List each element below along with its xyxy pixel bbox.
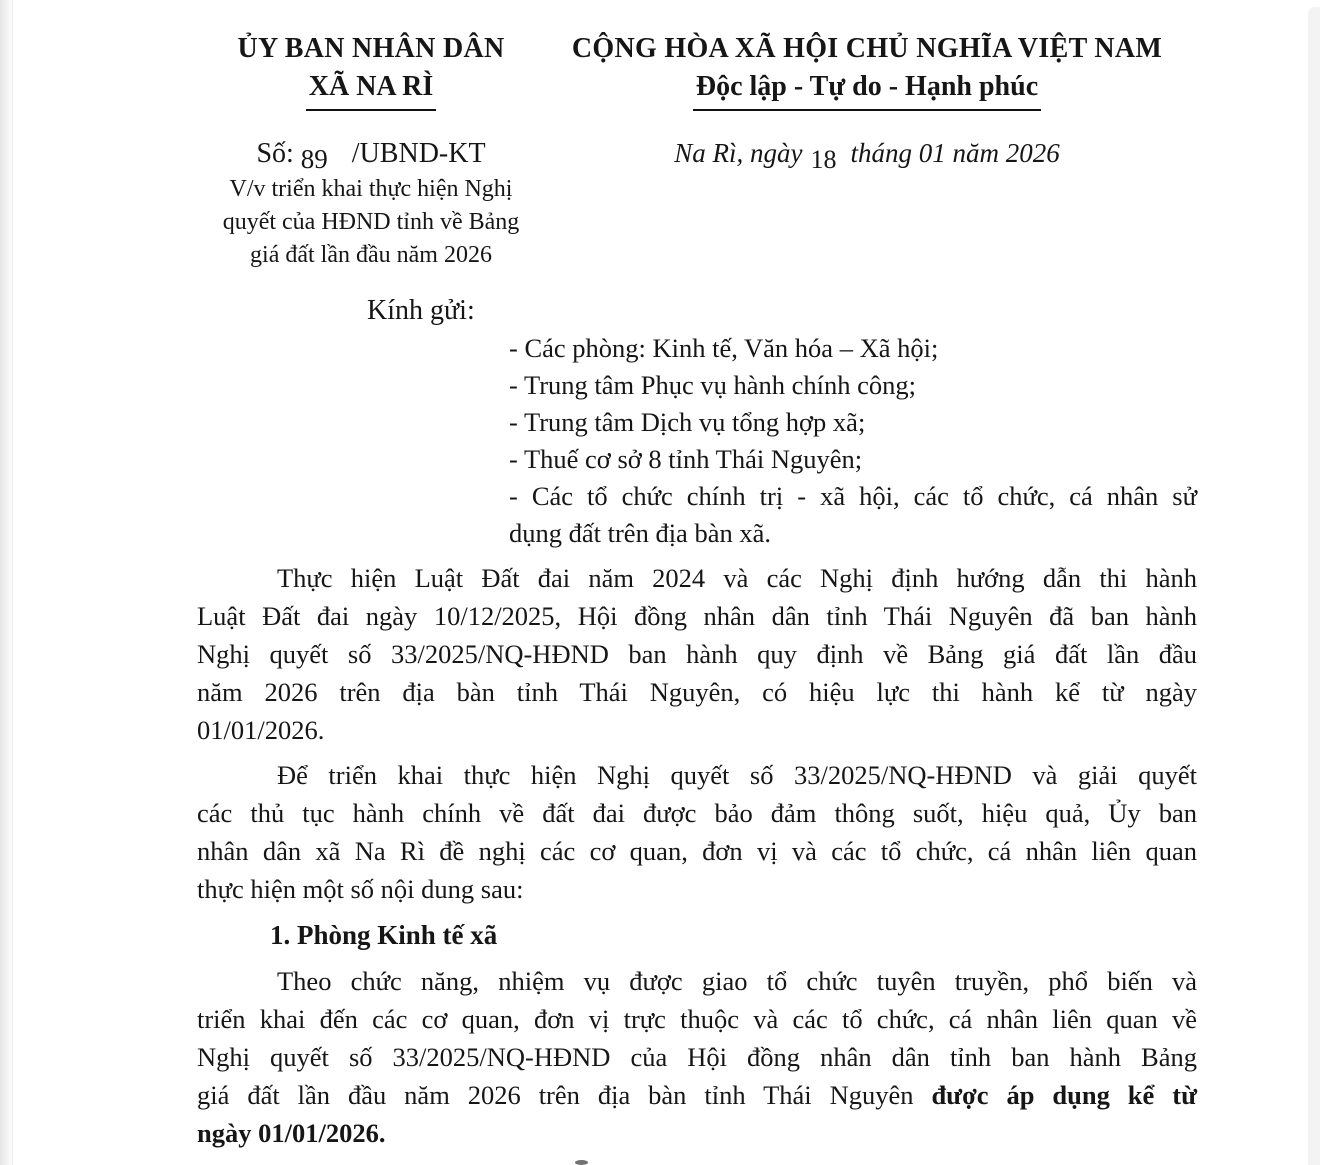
date-day: 18	[810, 145, 837, 174]
next-line-cutoff-mark	[575, 1160, 588, 1165]
paragraph-line: Để triển khai thực hiện Nghị quyết số 33/2025/NQ-HĐND và giải quyết	[277, 760, 1197, 790]
national-header-block	[567, 30, 1167, 172]
paragraph-3	[197, 962, 1197, 1152]
subject-line: quyết của HĐND tỉnh về Bảng	[222, 209, 520, 235]
issuing-authority-block	[197, 30, 545, 272]
document-body	[197, 292, 1197, 1152]
national-motto-line1: CỘNG HÒA XÃ HỘI CHỦ NGHĨA VIỆT NAM	[571, 33, 1163, 64]
authority-unit: XÃ NA RÌ	[306, 68, 436, 111]
recipient-item: - Trung tâm Phục vụ hành chính công;	[509, 370, 917, 400]
recipient-item	[509, 478, 1197, 552]
document-number-line	[197, 135, 545, 172]
document-number-suffix: /UBND-KT	[351, 138, 486, 169]
paragraph-line: Nghị quyết số 33/2025/NQ-HĐND của Hội đồng nhân dân tỉnh ban hành Bảng	[197, 1042, 1197, 1072]
document-number-value: 89	[300, 144, 328, 174]
national-motto-wrap	[567, 68, 1167, 111]
recipient-item: - Các phòng: Kinh tế, Văn hóa – Xã hội;	[509, 333, 939, 363]
section-1-heading: 1. Phòng Kinh tế xã	[270, 920, 498, 950]
recipient-item: - Thuế cơ sở 8 tỉnh Thái Nguyên;	[509, 444, 863, 474]
paragraph-line: ngày 01/01/2026.	[197, 1118, 386, 1148]
national-motto-line2: Độc lập - Tự do - Hạnh phúc	[693, 68, 1041, 111]
document-subject	[197, 173, 545, 272]
place-date-line	[567, 135, 1167, 172]
document-header	[0, 0, 1320, 272]
date-suffix: tháng 01 năm 2026	[850, 138, 1060, 168]
date-prefix: Na Rì, ngày	[674, 138, 803, 168]
subject-line: giá đất lần đầu năm 2026	[250, 242, 492, 268]
paragraph-line: năm 2026 trên địa bàn tỉnh Thái Nguyên, có hiệu lực thi hành kể từ ngày	[197, 677, 1197, 707]
paragraph-line: 01/01/2026.	[197, 715, 325, 745]
paragraph-line: triển khai đến các cơ quan, đơn vị trực thuộc và các tổ chức, cá nhân liên quan về	[197, 1004, 1197, 1034]
paragraph-1	[197, 559, 1197, 749]
paragraph-line: các thủ tục hành chính về đất đai được bảo đảm thông suốt, hiệu quả, Ủy ban	[197, 798, 1197, 828]
recipient-item-line: - Các tổ chức chính trị - xã hội, các tổ chức, cá nhân sử	[509, 481, 1197, 511]
paragraph-line: Luật Đất đai ngày 10/12/2025, Hội đồng nhân dân tỉnh Thái Nguyên đã ban hành	[197, 601, 1197, 631]
paragraph-line: nhân dân xã Na Rì đề nghị các cơ quan, đơn vị và các tổ chức, cá nhân liên quan	[197, 836, 1197, 866]
authority-unit-wrap	[197, 68, 545, 111]
paragraph-line: thực hiện một số nội dung sau:	[197, 874, 524, 904]
recipient-list	[509, 330, 1197, 552]
paragraph-line: Nghị quyết số 33/2025/NQ-HĐND ban hành quy định về Bảng giá đất lần đầu	[197, 639, 1197, 669]
document-number-label: Số:	[256, 138, 294, 169]
paragraph-line: Theo chức năng, nhiệm vụ được giao tổ chức tuyên truyền, phổ biến và	[277, 966, 1197, 996]
paragraph-2	[197, 756, 1197, 908]
paragraph-line-bold: được áp dụng kể từ	[931, 1080, 1197, 1110]
recipient-item-line: dụng đất trên địa bàn xã.	[509, 518, 771, 548]
paragraph-line: Thực hiện Luật Đất đai năm 2024 và các Nghị định hướng dẫn thi hành	[277, 563, 1197, 593]
page-left-edge	[0, 0, 14, 1165]
authority-name: ỦY BAN NHÂN DÂN	[237, 33, 505, 64]
subject-line: V/v triển khai thực hiện Nghị	[229, 176, 513, 202]
recipient-item: - Trung tâm Dịch vụ tổng hợp xã;	[509, 407, 866, 437]
paragraph-line	[197, 1076, 1197, 1114]
salutation: Kính gửi:	[367, 295, 475, 326]
paragraph-line-normal: giá đất lần đầu năm 2026 trên địa bàn tỉnh Thái Nguyên	[197, 1080, 932, 1110]
scrollbar-track[interactable]	[1308, 7, 1320, 1165]
